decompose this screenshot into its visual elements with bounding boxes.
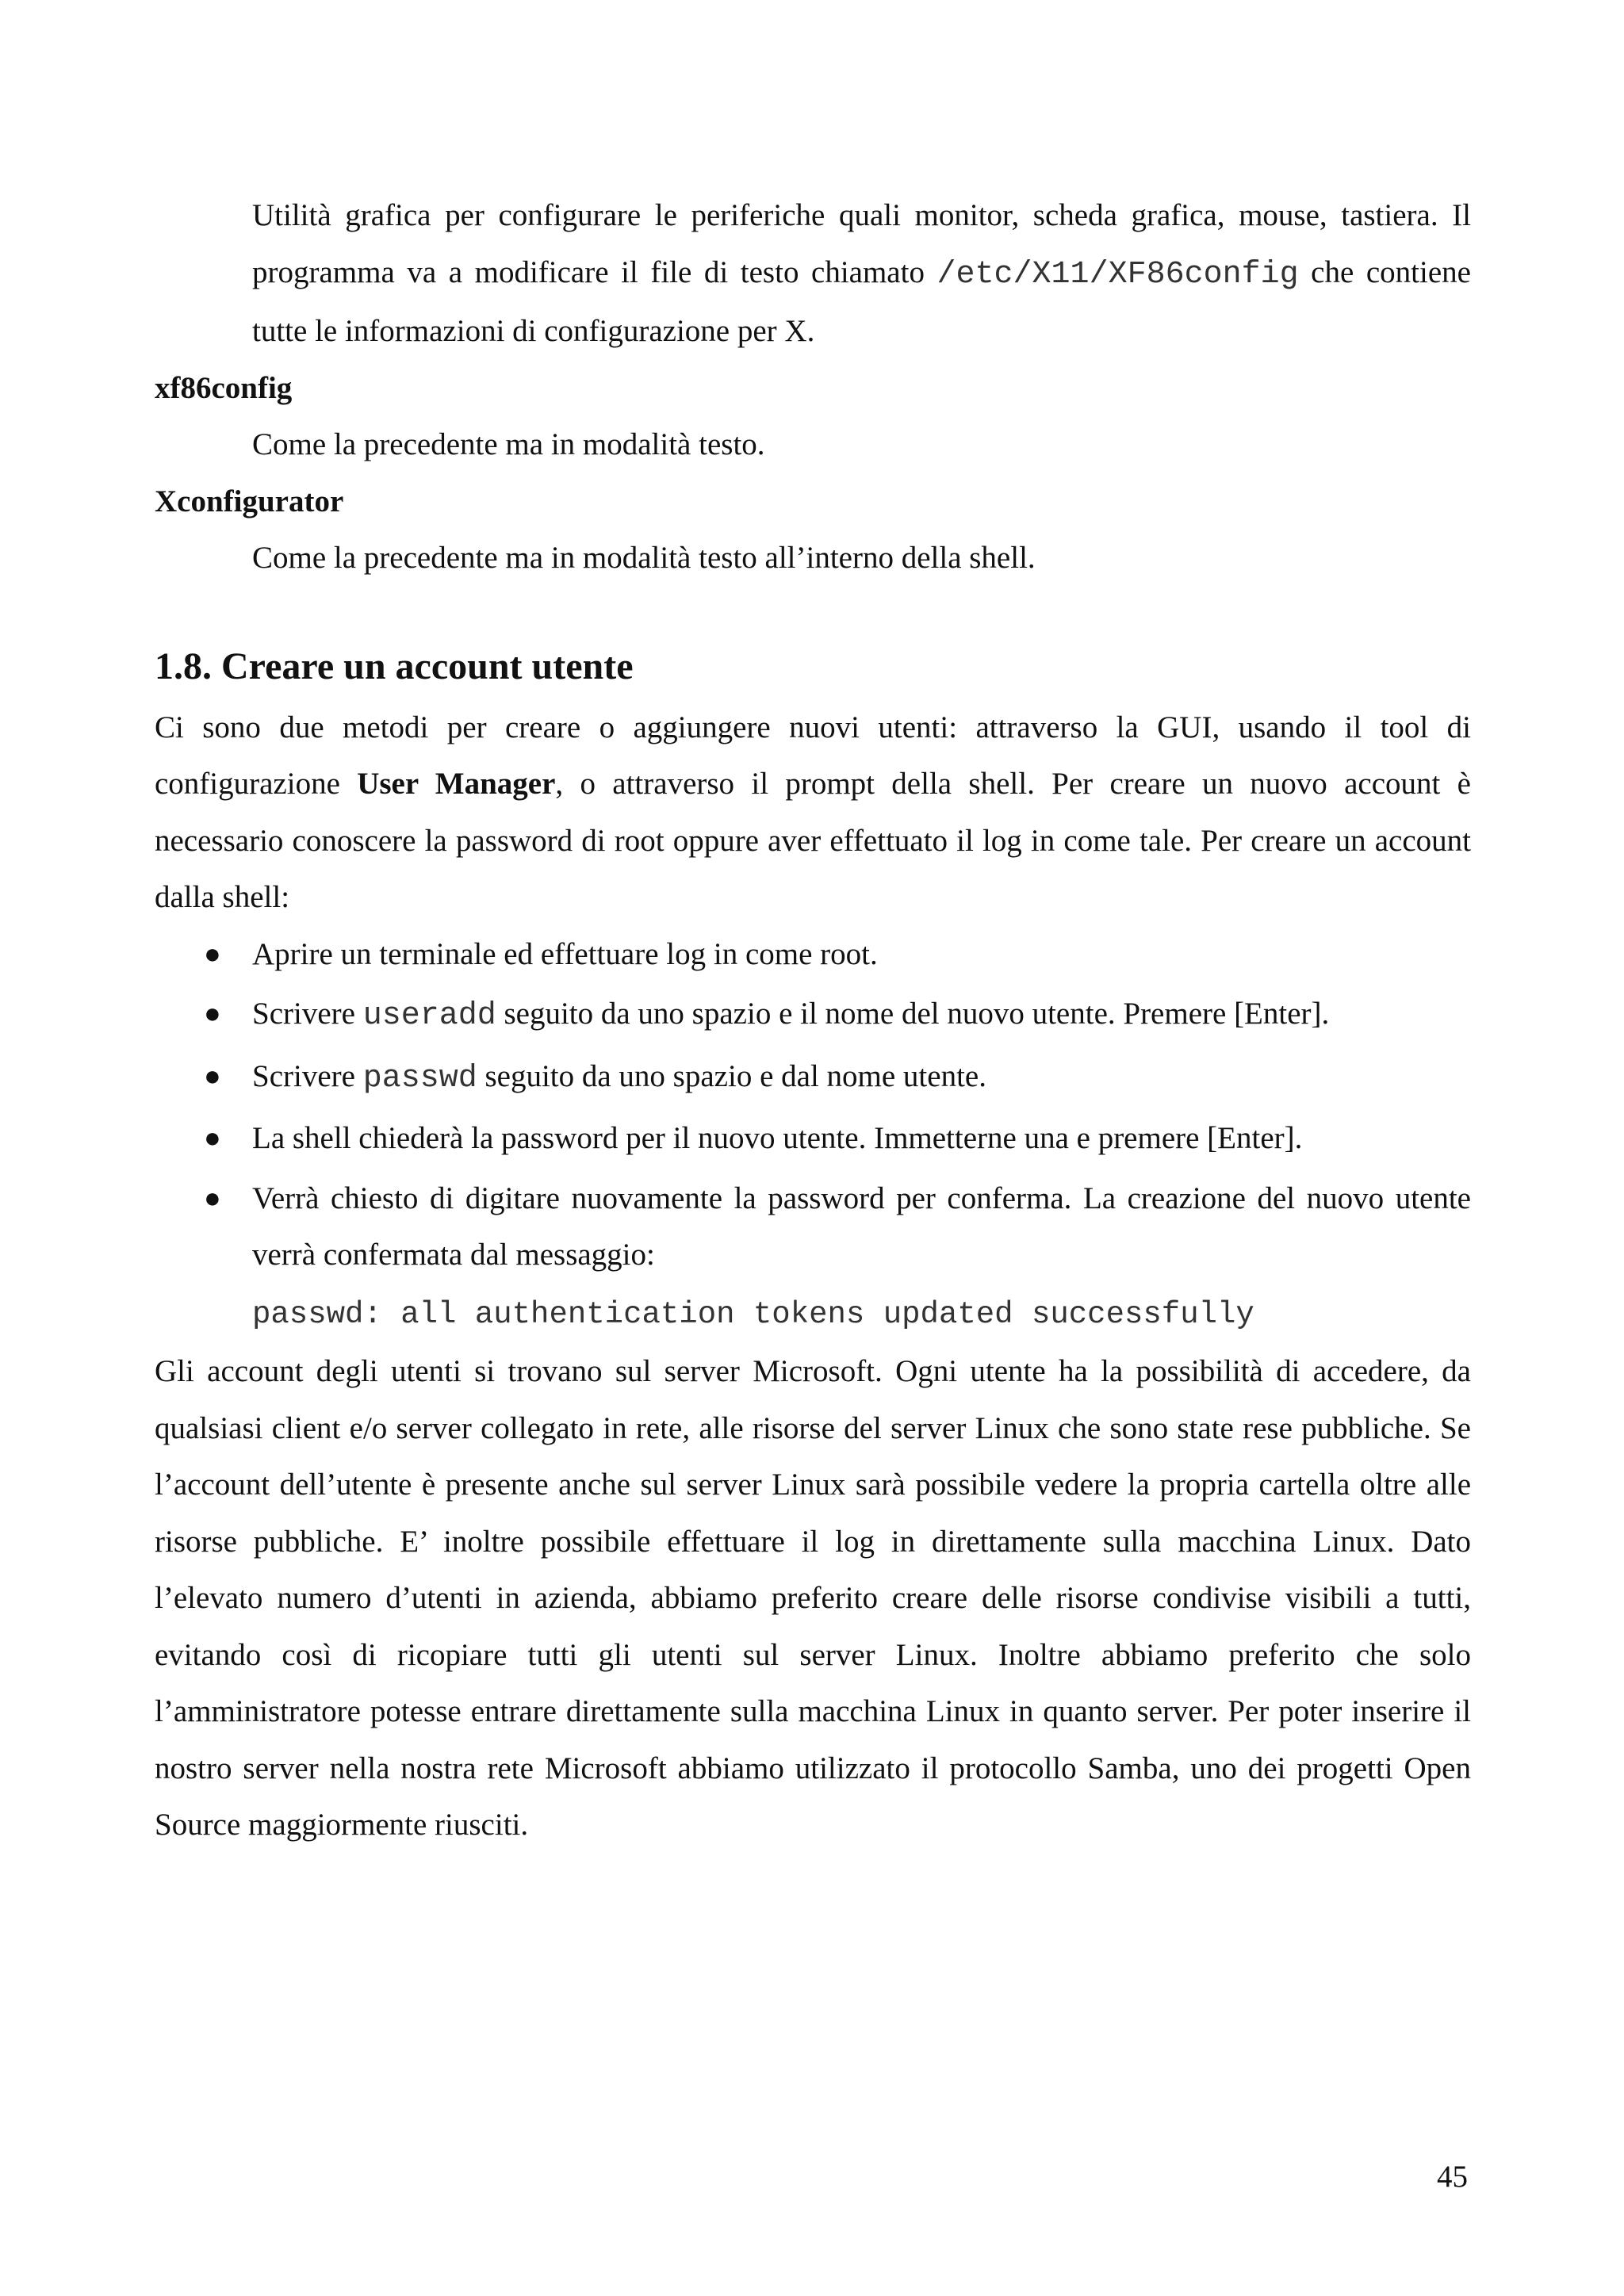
confirmation-message: passwd: all authentication tokens updated successfully [252,1296,1254,1332]
term-xconfigurator: Xconfigurator [155,484,344,519]
step-text-pre: Scrivere [252,997,363,1031]
step-text: Verrà chiesto di digitare nuovamente la password per conferma. La creazione del nuovo utente verrà confermata dal messaggio: [252,1181,1471,1272]
intro-text-1: Utilità grafica per configurare le periferiche quali monitor, scheda grafica, mouse, tastiera. Il programma va a modificare il file di testo chiamato [252,198,1471,289]
bullet-icon: ● [204,1181,221,1214]
bullet-icon: ● [204,937,221,970]
step-text: La shell chiederà la password per il nuovo utente. Immetterne una e premere [Enter]. [252,1121,1303,1155]
step-text-post: seguito da uno spazio e dal nome utente. [477,1058,986,1093]
intro-text-2: che contiene tutte le informazioni di configurazione per X. [252,254,1471,348]
document-page [155,187,1471,1854]
list-item [155,1110,1471,1167]
passwd-command: passwd [362,1060,477,1096]
term-xf86config-description: Come la precedente ma in modalità testo. [252,427,765,461]
step-text-post: seguito da uno spazio e il nome del nuovo utente. Premere [Enter]. [496,997,1330,1031]
intro-paragraph [252,187,1471,360]
closing-paragraph: Gli account degli utenti si trovano sul server Microsoft. Ogni utente ha la possibilità di accedere, da qualsiasi client e/o server collegato in rete, alle risorse del server Linux che sono state rese pubbliche. Se l’account dell’utente è presente anche sul server Linux sarà possibile vedere la propria cartella oltre alle risorse pubbliche. E’ inoltre possibile effettuare il log in direttamente sulla macchina Linux. Dato l’elevato numero d’utenti in azienda, abbiamo preferito creare delle risorse condivise visibili a tutti, evitando così di ricopiare tutti gli utenti sul server Linux. Inoltre abbiamo preferito che solo l’amministratore potesse entrare direttamente sulla macchina Linux in quanto server. Per poter inserire il nostro server nella nostra rete Microsoft abbiamo utilizzato il protocollo Samba, uno dei progetti Open Source maggiormente riusciti. [155,1354,1471,1842]
config-file-path: /etc/X11/XF86config [936,256,1299,293]
page-number: 45 [1437,2160,1468,2194]
list-item [155,1170,1471,1284]
steps-list [155,926,1471,1284]
step-text: Aprire un terminale ed effettuare log in come root. [252,936,878,971]
list-item [155,985,1471,1045]
section-text-1: Ci sono due metodi per creare o aggiungere nuovi utenti: attraverso la GUI, usando il tool di configurazione [155,710,1471,801]
term-xf86config: xf86config [155,370,293,405]
step-text-pre: Scrivere [252,1058,363,1093]
list-item [155,1048,1471,1108]
bullet-icon: ● [204,1059,221,1092]
term-xconfigurator-description: Come la precedente ma in modalità testo all’interno della shell. [252,541,1036,575]
section-paragraph [155,699,1471,926]
section-heading: 1.8. Creare un account utente [155,645,634,687]
bullet-icon: ● [204,1122,221,1154]
user-manager-label: User Manager [357,767,556,801]
bullet-icon: ● [204,997,221,1029]
list-item [155,926,1471,983]
useradd-command: useradd [362,998,496,1034]
section-text-2: , o attraverso il prompt della shell. Per creare un nuovo account è necessario conoscere la password di root oppure aver effettuato il log in come tale. Per creare un account dalla shell: [155,767,1471,914]
